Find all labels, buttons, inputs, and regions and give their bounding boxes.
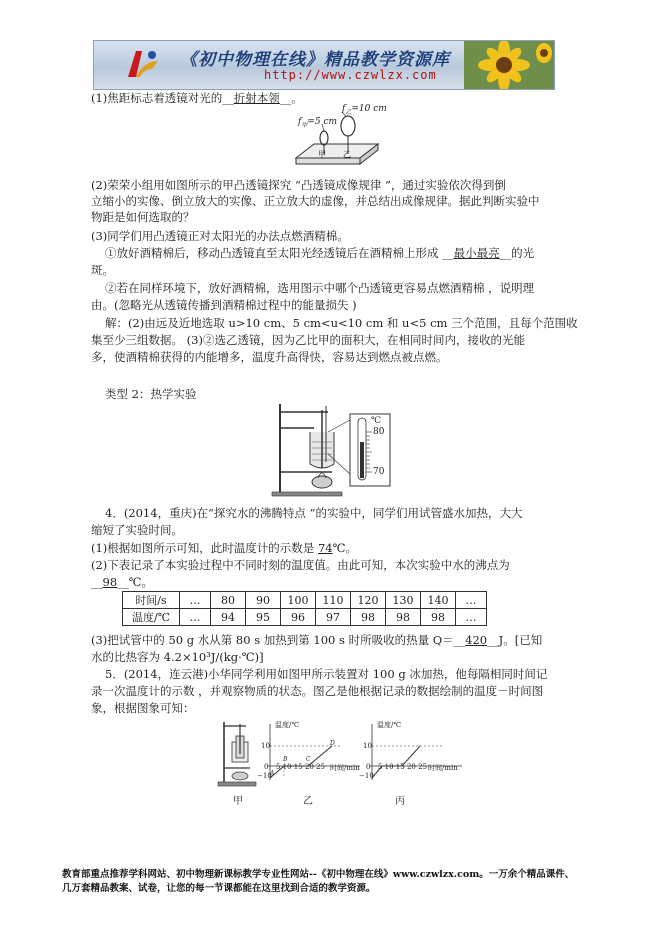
table-cell: 温度/℃	[123, 609, 180, 626]
graph-bing-xlabel: 时间/min	[428, 764, 458, 772]
q5-line1: 5．(2014，连云港)小华同学利用如图甲所示装置对 100 g 冰加热，他每隔相同时间记	[105, 667, 548, 681]
graph-bing-ticks: 5 10 15 20 25	[378, 763, 427, 771]
solution-line3: 多，使酒精棉获得的内能增多，温度升高得快，容易达到燃点被点燃。	[91, 350, 448, 364]
q4-part2-line2: __98__℃。	[91, 575, 154, 589]
q-prev-part1: (1)焦距标志着透镜对光的__折射本领__。	[91, 91, 303, 105]
label-jia: 甲	[233, 796, 243, 807]
table-cell: 120	[351, 592, 386, 609]
answer-refraction: 折射本领	[233, 91, 280, 105]
table-cell: 98	[386, 609, 421, 626]
graph-bing-ylabel: 温度/℃	[377, 721, 402, 729]
graph-yi-pt-a: A	[270, 770, 275, 777]
site-logo-icon	[122, 47, 162, 83]
q4-line1: 4．(2014，重庆)在“探究水的沸腾特点 ”的实验中，同学们用试管盛水加热，大大	[105, 506, 523, 520]
q5-line3: 象，根据图象可知：	[91, 701, 195, 715]
table-cell: …	[180, 592, 211, 609]
table-cell: 110	[316, 592, 351, 609]
table-cell: …	[180, 609, 211, 626]
section-title: 类型 2：热学实验	[105, 387, 197, 401]
table-cell: …	[456, 592, 487, 609]
q-prev-part3-sub2-line1: ②若在同样环境下，放好酒精棉，选用图示中哪个凸透镜更容易点燃酒精棉 ，说明理	[105, 281, 535, 295]
table-cell: 98	[351, 609, 386, 626]
table-cell: 97	[316, 609, 351, 626]
table-row-temp	[123, 609, 487, 626]
q4-part3-line1: (3)把试管中的 50 g 水从第 80 s 加热到第 100 s 时所吸收的热量 Q＝__420__J。[已知	[91, 633, 543, 647]
temperature-table	[122, 591, 487, 626]
q-prev-part3-line1: (3)同学们用凸透镜正对太阳光的办法点燃酒精棉。	[91, 229, 349, 243]
q4-part2-line1: (2)下表记录了本实验过程中不同时刻的温度值。由此可知，本次实验中水的沸点为	[91, 558, 510, 572]
graph-yi-pt-d: D	[330, 740, 335, 747]
answer-74: 74	[317, 541, 333, 555]
q-prev-part2-line1: (2)荣荣小组用如图所示的甲凸透镜探究 “凸透镜成像规律 ”，通过实验依次得到倒	[91, 178, 506, 192]
sunflower-icon	[464, 41, 554, 89]
banner-url: http://www.czwlzx.com	[264, 68, 437, 82]
lens-label-yi: 乙	[343, 150, 351, 159]
table-cell: 98	[421, 609, 456, 626]
ice-apparatus-figure	[216, 720, 260, 788]
thermometer-tick-80: 80	[373, 427, 385, 437]
q4-part3-line2: 水的比热容为 4.2×10³J/(kg·℃)]	[91, 650, 264, 664]
q-prev-part3-sub1-line2: 斑。	[91, 263, 114, 277]
graph-yi-x0: 0	[264, 763, 269, 771]
q5-line2: 录一次温度计的示数 ，并观察物质的状态。图乙是他根据记录的数据绘制的温度－时间图	[91, 684, 544, 698]
graph-yi-ylabel: 温度/℃	[275, 721, 300, 729]
graph-bing-ym10: −10	[359, 772, 374, 780]
table-cell: 95	[246, 609, 281, 626]
thermometer-unit: ℃	[371, 416, 382, 426]
table-cell: …	[456, 609, 487, 626]
label-bing: 丙	[395, 796, 405, 807]
table-row-time	[123, 592, 487, 609]
q-prev-part3-sub2-line2: 由。(忽略光从透镜传播到酒精棉过程中的能量损失 )	[91, 298, 357, 312]
graph-yi-pt-b: B	[283, 756, 288, 763]
answer-98: 98	[102, 575, 118, 589]
header-banner	[93, 40, 555, 90]
q-prev-part3-sub1: ①放好酒精棉后，移动凸透镜直至太阳光经透镜后在酒精棉上形成 __最小最亮__的光	[105, 246, 535, 260]
graph-yi-pt-c: C	[306, 756, 311, 763]
answer-smallest-brightest: 最小最亮	[453, 246, 500, 260]
graph-yi-ym10: −10	[257, 772, 272, 780]
table-cell: 96	[281, 609, 316, 626]
temperature-graph-bing	[364, 720, 464, 788]
graph-bing-x0: 0	[366, 763, 371, 771]
table-cell: 140	[421, 592, 456, 609]
table-cell: 94	[211, 609, 246, 626]
table-cell: 130	[386, 592, 421, 609]
table-cell: 100	[281, 592, 316, 609]
q-prev-part2-line3: 物距是如何选取的？	[91, 210, 195, 224]
graph-yi-ticks: 5 10 15 20 25	[276, 763, 325, 771]
footer-line2: 几万套精品教案、试卷，让您的每一节课都能在这里找到合适的教学资源。	[62, 883, 376, 894]
lens-label-f-jia: $f_甲=5$ cm	[298, 117, 338, 129]
q4-part1: (1)根据如图所示可知，此时温度计的示数是 74℃。	[91, 541, 357, 555]
answer-420: 420	[465, 633, 488, 647]
solution-line1: 解：(2)由远及近地选取 u>10 cm、5 cm<u<10 cm 和 u<5 cm 三个范围，且每个范围收	[105, 316, 578, 330]
footer-line1: 教育部重点推荐学科网站、初中物理新课标教学专业性网站--《初中物理在线》www.czwlzx.com。一万余个精品课件、	[62, 869, 575, 880]
label-yi: 乙	[303, 796, 313, 807]
q-prev-part2-line2: 立缩小的实像、倒立放大的实像、正立放大的虚像，并总结出成像规律。据此判断实验中	[91, 194, 540, 208]
graph-yi-y10: 10	[261, 742, 270, 750]
lens-label-jia: 甲	[318, 150, 326, 159]
solution-line2: 集至少三组数据。 (3)②选乙透镜，因为乙比甲的面积大，在相同时间内，接收的光能	[91, 333, 525, 347]
graph-yi-xlabel: 时间/min	[330, 764, 360, 772]
table-cell: 80	[211, 592, 246, 609]
temperature-graph-yi	[262, 720, 362, 788]
banner-title: 《初中物理在线》精品教学资源库	[180, 50, 450, 70]
table-cell: 时间/s	[123, 592, 180, 609]
graph-bing-y10: 10	[363, 742, 372, 750]
lens-label-f-yi: $f_乙=10$ cm	[342, 104, 387, 116]
thermometer-tick-70: 70	[373, 467, 385, 477]
table-cell: 90	[246, 592, 281, 609]
q4-line2: 缩短了实验时间。	[91, 523, 183, 537]
